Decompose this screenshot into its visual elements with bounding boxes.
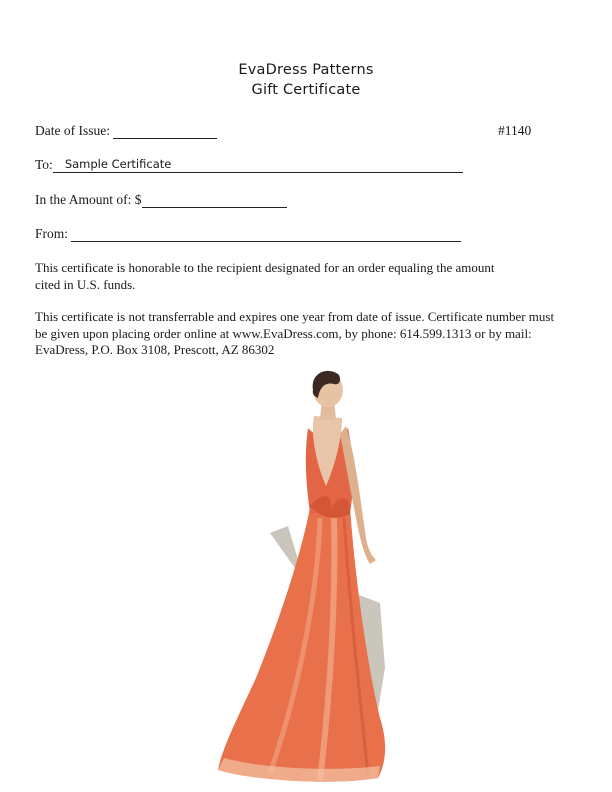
gown-skirt bbox=[218, 508, 385, 782]
certificate-title: Gift Certificate bbox=[251, 82, 361, 98]
terms-line: EvaDress, P.O. Box 3108, Prescott, AZ 86302 bbox=[35, 342, 275, 357]
to-label: To: bbox=[35, 157, 53, 172]
terms-paragraph-1 bbox=[35, 260, 595, 293]
from-row bbox=[35, 226, 461, 242]
terms-line: This certificate is not transferrable and expires one year from date of issue. Certificate number must bbox=[35, 309, 555, 324]
to-row bbox=[35, 157, 463, 173]
amount-field[interactable] bbox=[142, 193, 287, 208]
from-field[interactable] bbox=[71, 227, 461, 242]
certificate-number: #1140 bbox=[498, 123, 532, 138]
date-row bbox=[35, 123, 217, 139]
to-value: Sample Certificate bbox=[64, 157, 172, 171]
from-label: From: bbox=[35, 226, 69, 241]
date-label: Date of Issue: bbox=[35, 123, 110, 138]
company-name: EvaDress Patterns bbox=[238, 62, 374, 78]
amount-label: In the Amount of: $ bbox=[35, 192, 142, 207]
terms-line: be given upon placing order online at www.EvaDress.com, by phone: 614.599.1313 or by mail: bbox=[35, 325, 532, 341]
terms-paragraph-2 bbox=[35, 309, 595, 359]
terms-line: cited in U.S. funds. bbox=[35, 276, 136, 292]
evening-gown-illustration bbox=[210, 368, 430, 788]
date-field[interactable] bbox=[113, 124, 217, 139]
terms-line: This certificate is honorable to the recipient designated for an order equaling the amount bbox=[35, 260, 495, 275]
to-field[interactable] bbox=[53, 158, 463, 173]
amount-row bbox=[35, 192, 287, 208]
title-block bbox=[0, 60, 612, 100]
